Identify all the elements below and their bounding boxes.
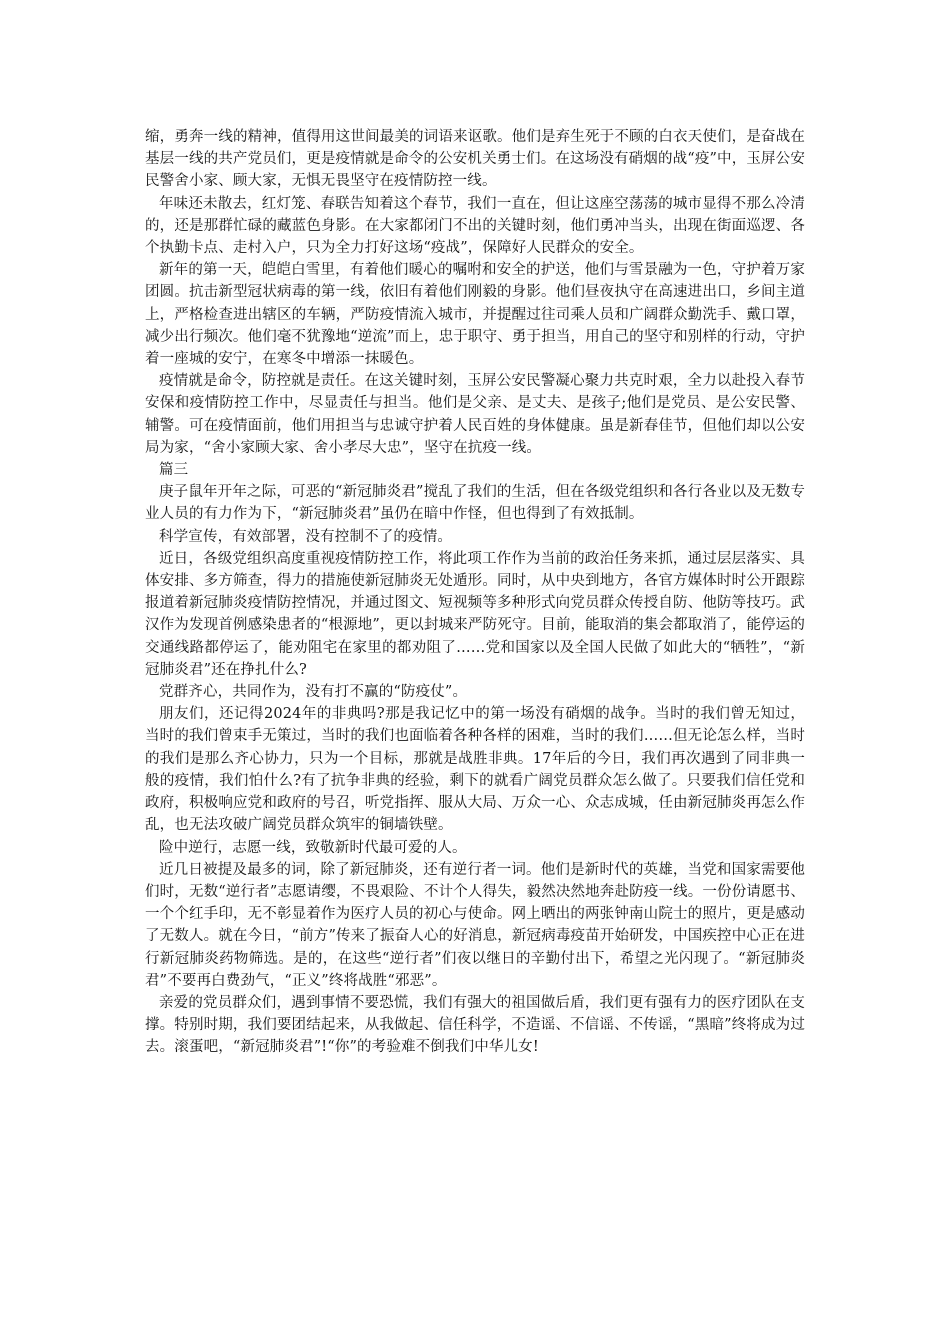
paragraph: 亲爱的党员群众们，遇到事情不要恐慌，我们有强大的祖国做后盾，我们更有强有力的医疗团队在支撑。特别时期，我们要团结起来，从我做起、信任科学，不造谣、不信谣、不传谣，“黑暗”终将成为过去。滚蛋吧，“新冠肺炎君”!“你”的考验难不倒我们中华儿女!	[145, 994, 805, 1056]
paragraph: 新年的第一天，皑皑白雪里，有着他们暖心的嘱咐和安全的护送，他们与雪景融为一色，守护着万家团圆。抗击新型冠状病毒的第一线，依旧有着他们刚毅的身影。他们昼夜执守在高速进出口，乡间主道上，严格检查进出辖区的车辆，严防疫情流入城市，并提醒过往司乘人员和广阔群众勤洗手、戴口罩，减少出行频次。他们毫不犹豫地“逆流”而上，忠于职守、勇于担当，用自己的坚守和别样的行动，守护着一座城的安宁，在寒冬中增添一抹暖色。	[145, 262, 805, 368]
paragraph: 疫情就是命令，防控就是责任。在这关键时刻，玉屏公安民警凝心聚力共克时艰，全力以赴投入春节安保和疫情防控工作中，尽显责任与担当。他们是父亲、是丈夫、是孩子;他们是党员、是公安民警、辅警。可在疫情面前，他们用担当与忠诚守护着人民百姓的身体健康。虽是新春佳节，但他们却以公安局为家，“舍小家顾大家、舍小孝尽大忠”，坚守在抗疫一线。	[145, 373, 805, 456]
paragraph: 朋友们，还记得2024年的非典吗?那是我记忆中的第一场没有硝烟的战争。当时的我们曾无知过，当时的我们曾束手无策过，当时的我们也面临着各种各样的困难，当时的我们……但无论怎么样，当时的我们是那么齐心协力，只为一个目标，那就是战胜非典。17年后的今日，我们再次遇到了同非典一般的疫情，我们怕什么?有了抗争非典的经验，剩下的就看广阔党员群众怎么做了。只要我们信任党和政府，积极响应党和政府的号召，听党指挥、服从大局、万众一心、众志成城，任由新冠肺炎再怎么作乱，也无法攻破广阔党员群众筑牢的铜墙铁壁。	[145, 706, 805, 834]
paragraph: 科学宣传，有效部署，没有控制不了的疫情。	[159, 528, 452, 545]
paragraph: 近日，各级党组织高度重视疫情防控工作，将此项工作作为当前的政治任务来抓，通过层层落实、具体安排、多方筛查，得力的措施使新冠肺炎无处遁形。同时，从中央到地方，各官方媒体时时公开跟踪报道着新冠肺炎疫情防控情况，并通过图文、短视频等多种形式向党员群众传授自防、他防等技巧。武汉作为发现首例感染患者的“根源地”，更以封城来严防死守。目前，能取消的集会都取消了，能停运的交通线路都停运了，能劝阻宅在家里的都劝阻了……党和国家以及全国人民做了如此大的“牺牲”，“新冠肺炎君”还在挣扎什么?	[145, 550, 805, 678]
paragraph: 庚子鼠年开年之际，可恶的“新冠肺炎君”搅乱了我们的生活，但在各级党组织和各行各业以及无数专业人员的有力作为下，“新冠肺炎君”虽仍在暗中作怪，但也得到了有效抵制。	[145, 484, 805, 523]
paragraph: 险中逆行，志愿一线，致敬新时代最可爱的人。	[159, 839, 467, 856]
paragraph: 近几日被提及最多的词，除了新冠肺炎，还有逆行者一词。他们是新时代的英雄，当党和国家需要他们时，无数“逆行者”志愿请缨，不畏艰险、不计个人得失，毅然决然地奔赴防疫一线。一份份请愿书、一个个红手印，无不彰显着作为医疗人员的初心与使命。网上晒出的两张钟南山院士的照片，更是感动了无数人。就在今日，“前方”传来了振奋人心的好消息，新冠病毒疫苗开始研发，中国疾控中心正在进行新冠肺炎药物筛选。是的，在这些“逆行者”们夜以继日的辛勤付出下，希望之光闪现了。“新冠肺炎君”不要再白费劲气，“正义”终将战胜“邪恶”。	[145, 861, 805, 989]
section-heading: 篇三	[159, 462, 189, 479]
paragraph: 党群齐心，共同作为，没有打不赢的“防疫仗”。	[159, 684, 468, 701]
paragraph-continuation: 缩，勇奔一线的精神，值得用这世间最美的词语来讴歌。他们是弃生死于不顾的白衣天使们，是奋战在基层一线的共产党员们，更是疫情就是命令的公安机关勇士们。在这场没有硝烟的战“疫”中，玉屏公安民警舍小家、顾大家，无惧无畏坚守在疫情防控一线。	[145, 129, 805, 190]
paragraph: 年味还未散去，红灯笼、春联告知着这个春节，我们一直在，但让这座空荡荡的城市显得不那么冷清的，还是那群忙碌的藏蓝色身影。在大家都闭门不出的关键时刻，他们勇冲当头，出现在街面巡逻、各个执勤卡点、走村入户，只为全力打好这场“疫战”，保障好人民群众的安全。	[145, 195, 805, 257]
document-body	[145, 126, 805, 1059]
